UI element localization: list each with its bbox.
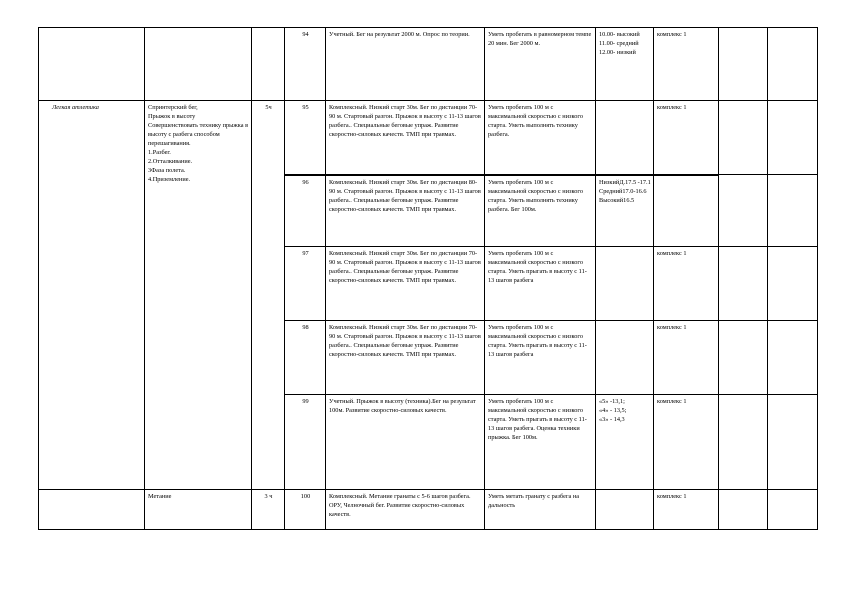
date-plan-cell — [719, 490, 768, 530]
date-plan-cell — [719, 175, 768, 247]
hours-cell: 3 ч — [252, 490, 285, 530]
topic-line: Совершенствовать технику прыжка в высоту с разбега способом перешагивания. — [148, 122, 249, 147]
lesson-plan-table — [38, 27, 818, 530]
section-title: Легкая атлетика — [52, 104, 99, 111]
lesson-requirements: Уметь пробегать 100 м с максимальной скоростью с низкого старта. Уметь выполнять технику разбега. Бег 100м. — [485, 175, 596, 247]
control-cell: комплекс 1 — [654, 28, 719, 101]
lesson-norms — [596, 28, 654, 101]
topic-line: Спринтерский бег, — [148, 104, 198, 111]
hours-cell — [252, 28, 285, 101]
norm-line: НизкийД.17.5 -17.1 — [599, 178, 651, 186]
lesson-number: 95 — [285, 101, 326, 175]
norm-line: Высокий16.5 — [599, 196, 635, 204]
date-plan-cell — [719, 247, 768, 321]
control-cell — [654, 175, 719, 247]
lesson-norms — [596, 247, 654, 321]
date-fact-cell — [768, 247, 818, 321]
lesson-number: 94 — [285, 28, 326, 101]
norm-line: «5» -13,1; — [599, 398, 625, 405]
topic-line: Прыжок в высоту — [148, 113, 196, 120]
date-fact-cell — [768, 28, 818, 101]
section-cell — [39, 490, 145, 530]
topic-line: 4.Приземление. — [148, 176, 191, 183]
lesson-requirements: Уметь метать гранату с разбега на дальность — [485, 490, 596, 530]
lesson-requirements: Уметь пробегать 100 м с максимальной скоростью с низкого старта. Уметь выполнять технику разбега. — [485, 101, 596, 175]
lesson-content: Комплексный. Низкий старт 30м. Бег по дистанции 70-90 м. Стартовый разгон. Прыжок в высоту с 11-13 шагов разбега.. Специальные беговые упраж. Развитие скоростно-силовых качеств. ТМП при травмах. — [326, 247, 485, 321]
lesson-norms — [596, 490, 654, 530]
lesson-requirements: Уметь пробегать 100 м с максимальной скоростью с низкого старта. Уметь прыгать в высоту с 11-13 шагов разбега — [485, 321, 596, 395]
lesson-norms — [596, 321, 654, 395]
date-fact-cell — [768, 490, 818, 530]
date-fact-cell — [768, 395, 818, 490]
lesson-content: Комплексный. Метание гранаты с 5-6 шагов разбега. ОРУ, Челночный бег. Развитие скоростно-силовых качеств. — [326, 490, 485, 530]
control-cell: комплекс 1 — [654, 101, 719, 175]
date-plan-cell — [719, 101, 768, 175]
lesson-norms — [596, 175, 654, 247]
topic-line: 1.Разбег. — [148, 149, 171, 156]
topic-cell — [145, 101, 252, 490]
date-plan-cell — [719, 28, 768, 101]
lesson-content: Учетный. Прыжок в высоту (техника).Бег на результат 100м. Развитие скоростно-силовых качеств. — [326, 395, 485, 490]
norm-line: «4» - 13,5; — [599, 407, 627, 414]
norm-line: «3» - 14,3 — [599, 416, 625, 423]
lesson-requirements: Уметь пробегать 100 м с максимальной скоростью с низкого старта. Уметь прыгать в высоту с 11-13 шагов разбега. Оценка техники прыжка. Бег 100м. — [485, 395, 596, 490]
lesson-number: 97 — [285, 247, 326, 321]
norm-line: Средний17.0-16.6 — [599, 187, 647, 195]
topic-line: Метание — [148, 493, 172, 500]
lesson-number: 100 — [285, 490, 326, 530]
table-row — [39, 101, 818, 175]
table-row — [39, 28, 818, 101]
lesson-number: 99 — [285, 395, 326, 490]
table-row — [39, 490, 818, 530]
lesson-content: Комплексный. Низкий старт 30м. Бег по дистанции 70-90 м. Стартовый разгон. Прыжок в высоту с 11-13 шагов разбега.. Специальные беговые упраж. Развитие скоростно-силовых качеств. ТМП при травмах. — [326, 321, 485, 395]
norm-line: 12.00- низкий — [599, 49, 636, 56]
lesson-requirements: Уметь пробегать 100 м с максимальной скоростью с низкого старта. Уметь прыгать в высоту с 11-13 шагов разбега — [485, 247, 596, 321]
lesson-requirements: Уметь пробегать в равномерном темпе 20 мин. Бег 2000 м. — [485, 28, 596, 101]
date-fact-cell — [768, 101, 818, 175]
control-cell: комплекс 1 — [654, 490, 719, 530]
topic-line: 2.Отталкивание. — [148, 158, 193, 165]
date-plan-cell — [719, 395, 768, 490]
section-cell — [39, 28, 145, 101]
control-cell: комплекс 1 — [654, 247, 719, 321]
date-plan-cell — [719, 321, 768, 395]
topic-cell — [145, 490, 252, 530]
lesson-content: Учетный. Бег на результат 2000 м. Опрос по теории. — [326, 28, 485, 101]
norm-line: 10.00- высокий — [599, 31, 640, 38]
lesson-content: Комплексный. Низкий старт 30м. Бег по дистанции 70-90 м. Стартовый разгон. Прыжок в высоту с 11-13 шагов разбега.. Специальные беговые упраж. Развитие скоростно-силовых качеств. ТМП при травмах. — [326, 101, 485, 175]
lesson-number: 96 — [285, 175, 326, 247]
control-cell: комплекс 1 — [654, 321, 719, 395]
lesson-norms — [596, 101, 654, 175]
date-fact-cell — [768, 321, 818, 395]
lesson-number: 98 — [285, 321, 326, 395]
section-cell — [39, 101, 145, 490]
norm-line: 11.00- средний — [599, 40, 639, 47]
hours-cell: 5ч — [252, 101, 285, 490]
topic-cell — [145, 28, 252, 101]
lesson-norms — [596, 395, 654, 490]
date-fact-cell — [768, 175, 818, 247]
topic-line: 3Фаза полета. — [148, 167, 186, 174]
control-cell: комплекс 1 — [654, 395, 719, 490]
lesson-content: Комплексный. Низкий старт 30м. Бег по дистанции 80-90 м. Стартовый разгон. Прыжок в высоту с 11-13 шагов разбега.. Специальные беговые упраж. Развитие скоростно-силовых качеств. ТМП при травмах. — [326, 175, 485, 247]
